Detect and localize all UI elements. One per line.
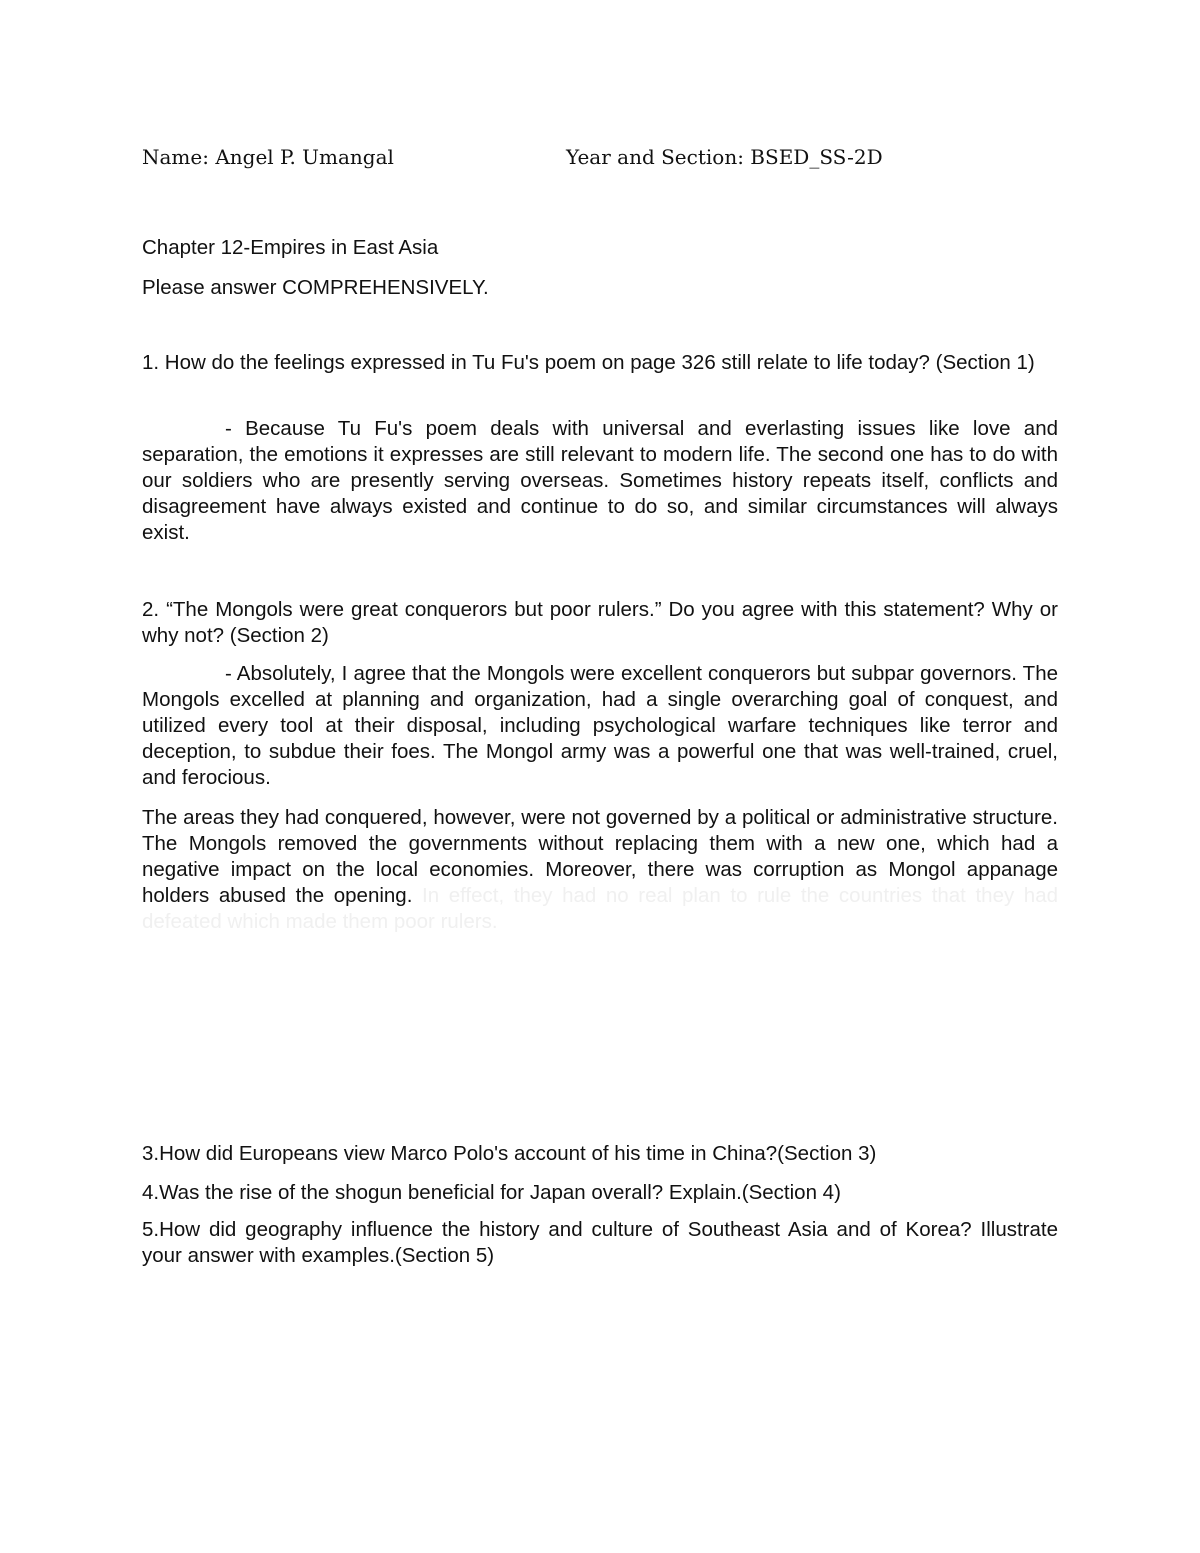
year-and-section: Year and Section: BSED_SS-2D — [566, 145, 883, 169]
chapter-title: Chapter 12-Empires in East Asia — [142, 236, 439, 259]
question-4: 4.Was the rise of the shogun beneficial for Japan overall? Explain.(Section 4) — [142, 1181, 841, 1204]
question-1: 1. How do the feelings expressed in Tu Fu's poem on page 326 still relate to life today? (Section 1) — [142, 351, 1035, 374]
answer-2-continued-text: The areas they had conquered, however, were not governed by a political or administrative structure. The Mongols removed the governments without replacing them with a new one, which had a negative impact on the local economies. Moreover, there was corruption as Mongol appanage holders abused the opening. — [142, 806, 1058, 907]
answer-1: - Because Tu Fu's poem deals with universal and everlasting issues like love and separation, the emotions it expresses are still relevant to modern life. The second one has to do with our soldiers who are presently serving overseas. Sometimes history repeats itself, conflicts and disagreement have always existed and continue to do so, and similar circumstances will always exist. — [142, 417, 1058, 544]
question-3: 3.How did Europeans view Marco Polo's account of his time in China?(Section 3) — [142, 1142, 877, 1165]
student-name: Name: Angel P. Umangal — [142, 145, 394, 169]
student-header — [142, 145, 1058, 173]
question-5: 5.How did geography influence the history and culture of Southeast Asia and of Korea? Illustrate your answer with examples.(Section 5) — [142, 1218, 1058, 1267]
answer-2-continued — [142, 805, 1058, 935]
answer-2-faded-text: In effect, they had no real plan to rule the countries that they had defeated which made them poor rulers. — [142, 884, 1059, 933]
instruction-text: Please answer COMPREHENSIVELY. — [142, 276, 489, 299]
question-2: 2. “The Mongols were great conquerors but poor rulers.” Do you agree with this statement? Why or why not? (Section 2) — [142, 598, 1058, 647]
answer-2: - Absolutely, I agree that the Mongols were excellent conquerors but subpar governors. The Mongols excelled at planning and organization, had a single overarching goal of conquest, and utilized every tool at their disposal, including psychological warfare techniques like terror and deception, to subdue their foes. The Mongol army was a powerful one that was well-trained, cruel, and ferocious. — [142, 662, 1058, 789]
